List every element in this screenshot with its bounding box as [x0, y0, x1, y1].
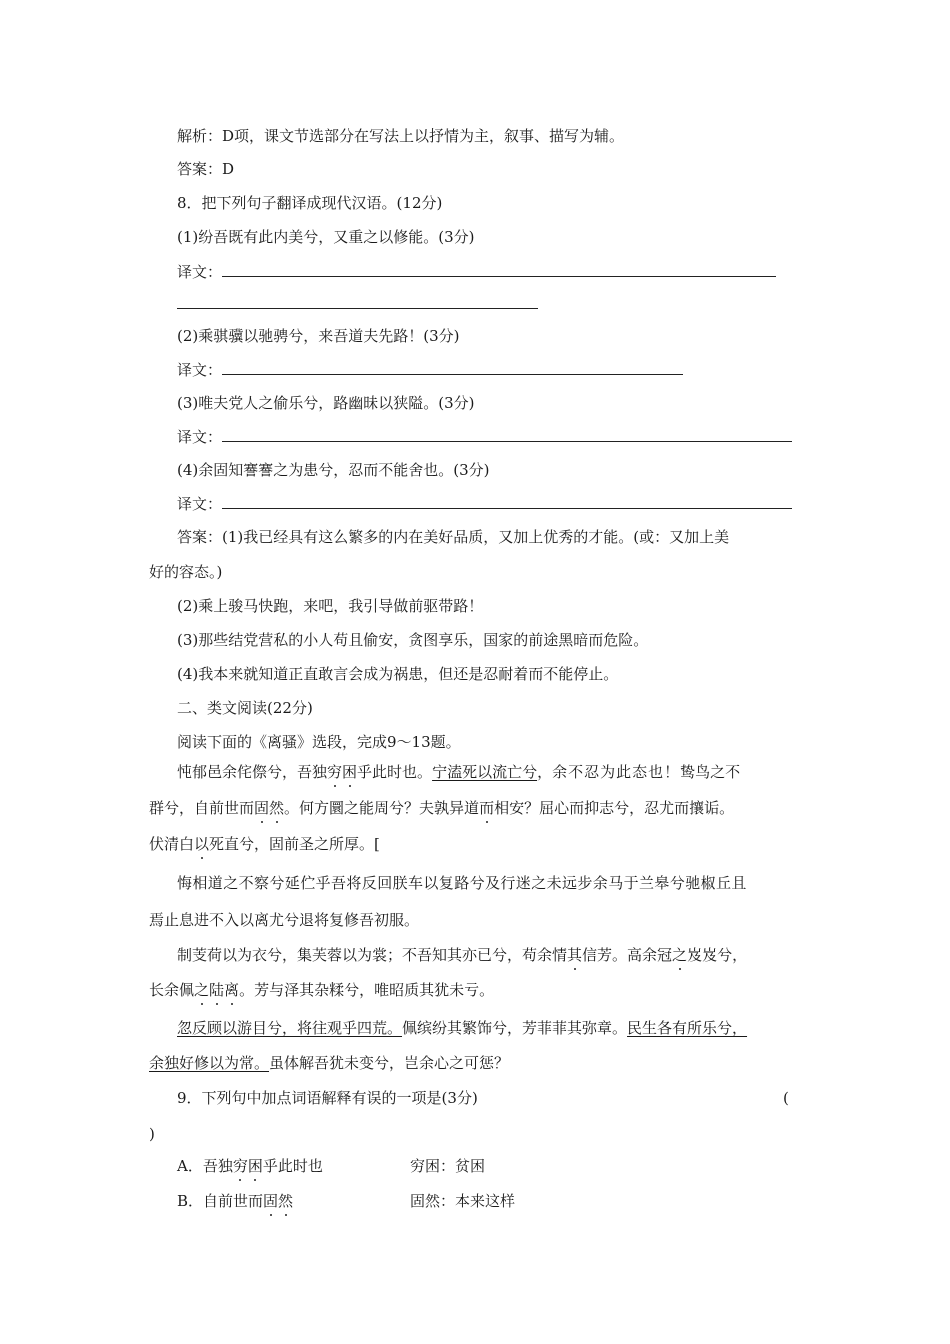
dotted-char: 离 — [224, 981, 240, 999]
passage-p4-line-1: 忽反顾以游目兮，将往观乎四荒。佩缤纷其繁饰兮，芳菲菲其弥章。民生各有所乐兮， — [177, 1019, 748, 1037]
q8-translation-2 — [177, 360, 683, 380]
dotted-char: 陆 — [209, 981, 225, 999]
q8-translation-3 — [177, 427, 792, 447]
q9-option-b-meaning: 固然：本来这样 — [410, 1192, 516, 1210]
passage-p3-line-2: 长余佩之陆离。芳与泽其杂糅兮，唯昭质其犹未亏。 — [149, 981, 495, 999]
dotted-char: 以 — [194, 835, 210, 853]
dotted-char: 其 — [567, 946, 583, 964]
translation-label: 译文： — [177, 495, 223, 513]
section-2-intro: 阅读下面的《离骚》选段，完成9～13题。 — [177, 733, 461, 751]
passage-p1-line-2: 群兮，自前世而固然。何方圜之能周兮？夫孰异道而相安？屈心而抑志兮，忍尤而攘诟。 — [149, 799, 735, 817]
answer-2: (2)乘上骏马快跑，来吧，我引导做前驱带路！ — [177, 597, 484, 615]
q8-translation-4 — [177, 494, 792, 514]
q8-item-3: (3)唯夫党人之偷乐兮，路幽昧以狭隘。(3分) — [177, 394, 475, 412]
q8-item-1: (1)纷吾既有此内美兮，又重之以修能。(3分) — [177, 228, 475, 246]
underlined-sentence: 宁溘死以流亡兮 — [432, 763, 538, 781]
q8-item-4: (4)余固知謇謇之为患兮，忍而不能舍也。(3分) — [177, 461, 490, 479]
dotted-char: 之 — [672, 946, 688, 964]
dotted-char: 穷 — [232, 1157, 248, 1175]
q9-answer-paren-close: ) — [149, 1125, 155, 1143]
dotted-char: 固 — [254, 799, 270, 817]
q8-item-2: (2)乘骐骥以驰骋兮，来吾道夫先路！(3分) — [177, 327, 460, 345]
dotted-char: 穷 — [327, 763, 343, 781]
translation-label: 译文： — [177, 428, 223, 446]
q9-answer-paren-open[interactable]: ( — [783, 1089, 789, 1107]
passage-p1-line-1: 忳郁邑余侘傺兮，吾独穷困乎此时也。宁溘死以流亡兮，余不忍为此态也！鸷鸟之不 — [177, 763, 741, 781]
answer-blank[interactable] — [222, 427, 792, 442]
dotted-char: 固 — [263, 1192, 279, 1210]
passage-p4-line-2: 余独好修以为常。虽体解吾犹未变兮，岂余心之可惩？ — [149, 1054, 510, 1072]
section-2-title: 二、类文阅读(22分) — [177, 699, 313, 717]
answer-blank[interactable] — [222, 360, 683, 375]
answer-4: (4)我本来就知道正直敢言会成为祸患，但还是忍耐着而不能停止。 — [177, 665, 619, 683]
answer-blank[interactable] — [222, 494, 792, 509]
underlined-sentence: 余独好修以为常。 — [149, 1054, 270, 1072]
dotted-char: 困 — [247, 1157, 263, 1175]
q9-option-a[interactable]: A．吾独穷困乎此时也 穷困：贫困 — [177, 1157, 486, 1175]
analysis-text: 解析：D项，课文节选部分在写法上以抒情为主，叙事、描写为辅。 — [177, 127, 625, 145]
q9-option-a-meaning: 穷困：贫困 — [410, 1157, 486, 1175]
q8-title: 8．把下列句子翻译成现代汉语。(12分) — [177, 194, 443, 212]
answer-1-line-1: 答案：(1)我已经具有这么繁多的内在美好品质，又加上优秀的才能。(或：又加上美 — [177, 528, 730, 546]
dotted-char: 之 — [194, 981, 210, 999]
answer-3: (3)那些结党营私的小人苟且偷安，贪图享乐，国家的前途黑暗而危险。 — [177, 631, 649, 649]
dotted-char: 困 — [342, 763, 358, 781]
translation-label: 译文： — [177, 263, 223, 281]
dotted-sentence: 余不忍为此态也！ — [552, 763, 681, 781]
dotted-char: 然 — [278, 1192, 294, 1210]
passage-p1-line-3: 伏清白以死直兮，固前圣之所厚。[ — [149, 835, 380, 853]
dotted-char: 而 — [479, 799, 495, 817]
passage-p2-line-1: 悔相道之不察兮延伫乎吾将反回朕车以复路兮及行迷之未远步余马于兰皋兮驰椒丘且 — [177, 874, 747, 892]
answer-d: 答案：D — [177, 160, 235, 178]
underlined-sentence: 民生各有所乐兮， — [627, 1019, 748, 1037]
underlined-sentence: 忽反顾以游目兮，将往观乎四荒。 — [177, 1019, 403, 1037]
q9-option-b[interactable]: B．自前世而固然 固然：本来这样 — [177, 1192, 516, 1210]
dotted-char: 然 — [269, 799, 285, 817]
answer-1-line-2: 好的容态。) — [149, 563, 223, 581]
passage-p2-line-2: 焉止息进不入以离尤兮退将复修吾初服。 — [149, 911, 420, 929]
answer-blank[interactable] — [222, 262, 776, 277]
translation-label: 译文： — [177, 361, 223, 379]
q8-translation-1 — [177, 262, 776, 282]
answer-blank-continuation[interactable] — [177, 308, 538, 309]
q9-title: 9．下列句中加点词语解释有误的一项是(3分) — [177, 1089, 478, 1107]
passage-p3-line-1: 制芰荷以为衣兮，集芙蓉以为裳；不吾知其亦已兮，苟余情其信芳。高余冠之岌岌兮， — [177, 946, 748, 964]
